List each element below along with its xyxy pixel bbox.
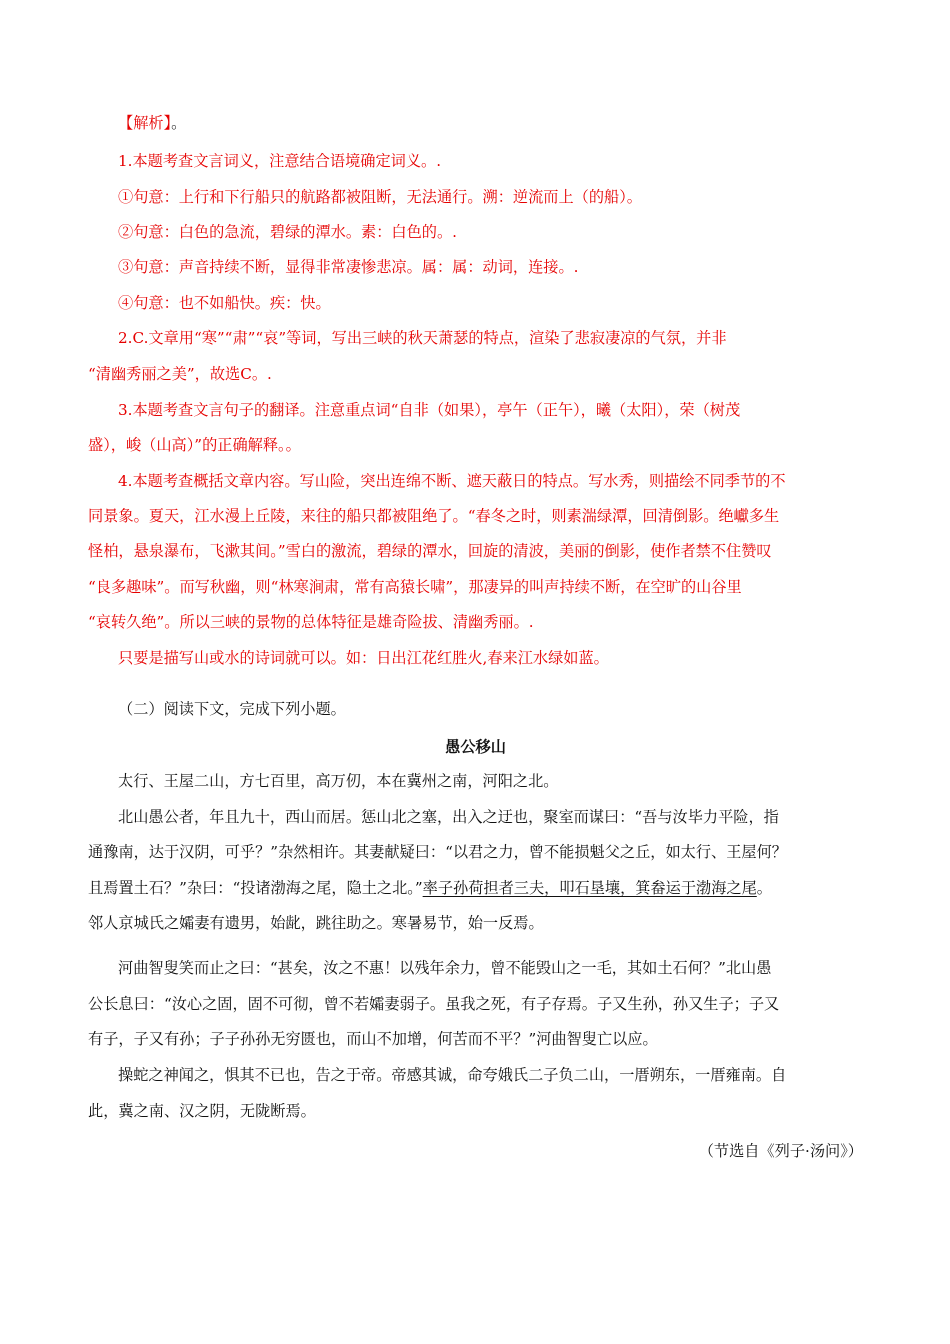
analysis-line: “哀转久绝”。所以三峡的景物的总体特征是雄奇险拔、清幽秀丽。. [88, 613, 534, 631]
passage-title: 愚公移山 [445, 738, 506, 756]
analysis-line: 1.本题考查文言词义，注意结合语境确定词义。. [118, 152, 442, 170]
passage-line: 且焉置土石？”杂曰：“投诸渤海之尾，隐土之北。”率子孙荷担者三夫，叩石垦壤，箕畚运于渤海之尾。 [88, 879, 772, 897]
passage-line: 此，冀之南、汉之阴，无陇断焉。 [88, 1102, 316, 1120]
passage-line: 有子，子又有孙；子子孙孙无穷匮也，而山不加增，何苦而不平？”河曲智叟亡以应。 [88, 1030, 658, 1048]
analysis-line: “清幽秀丽之美”，故选C。. [88, 365, 272, 383]
analysis-line: “良多趣味”。而写秋幽，则“林寒涧肃，常有高猿长啸”，那凄异的叫声持续不断，在空旷的山谷里 [88, 578, 742, 596]
underlined-sentence: 率子孙荷担者三夫，叩石垦壤，箕畚运于渤海之尾 [422, 879, 757, 897]
passage-line: 河曲智叟笑而止之曰：“甚矣，汝之不惠！以残年余力，曾不能毁山之一毛，其如土石何？”北山愚 [118, 959, 772, 977]
passage-line: 通豫南，达于汉阴，可乎？”杂然相许。其妻献疑曰：“以君之力，曾不能损魁父之丘，如太行、王屋何？ [88, 843, 787, 861]
passage-source: （节选自《列子·汤问》） [698, 1142, 863, 1160]
analysis-line: 4.本题考查概括文章内容。写山险，突出连绵不断、遮天蔽日的特点。写水秀，则描绘不同季节的不 [118, 472, 786, 490]
analysis-line: 2.C.文章用“寒”“肃”“哀”等词，写出三峡的秋天萧瑟的特点，渲染了悲寂凄凉的气氛，并非 [118, 329, 727, 347]
passage-line: 北山愚公者，年且九十，西山而居。惩山北之塞，出入之迂也，聚室而谋曰：“吾与汝毕力平险，指 [118, 808, 779, 826]
analysis-line: 同景象。夏天，江水漫上丘陵，来往的船只都被阻绝了。“春冬之时，则素湍绿潭，回清倒影。绝巘多生 [88, 507, 780, 525]
analysis-line: 怪柏，悬泉瀑布，飞漱其间。”雪白的激流，碧绿的潭水，回旋的清波，美丽的倒影，使作者禁不住赞叹 [88, 542, 772, 560]
passage-paragraph: 太行、王屋二山，方七百里，高万仞，本在冀州之南，河阳之北。 [118, 772, 559, 790]
analysis-line: ④句意：也不如船快。疾：快。 [118, 294, 331, 312]
analysis-header: 【解析】。 [118, 114, 187, 132]
passage-line: 操蛇之神闻之，惧其不已也，告之于帝。帝感其诚，命夸娥氏二子负二山，一厝朔东，一厝雍南。自 [118, 1066, 787, 1084]
analysis-line: ③句意：声音持续不断，显得非常凄惨悲凉。属：属：动词，连接。. [118, 258, 579, 276]
analysis-line: ①句意：上行和下行船只的航路都被阻断，无法通行。溯：逆流而上（的船）。 [118, 188, 642, 206]
analysis-line: 3.本题考查文言句子的翻译。注意重点词“自非（如果），亭午（正午），曦（太阳），荣（树茂 [118, 401, 741, 419]
passage-line: 公长息曰：“汝心之固，固不可彻，曾不若孀妻弱子。虽我之死，有子存焉。子又生孙，孙又生子；子又 [88, 995, 780, 1013]
passage-line: 邻人京城氏之孀妻有遗男，始龀，跳往助之。寒暑易节，始一反焉。 [88, 914, 544, 932]
section-prompt: （二）阅读下文，完成下列小题。 [118, 700, 346, 718]
analysis-line: 盛），峻（山高）”的正确解释。。 [88, 436, 301, 454]
analysis-line: 只要是描写山或水的诗词就可以。如：日出江花红胜火,春来江水绿如蓝。 [118, 649, 609, 667]
analysis-line: ②句意：白色的急流，碧绿的潭水。素：白色的。. [118, 223, 457, 241]
